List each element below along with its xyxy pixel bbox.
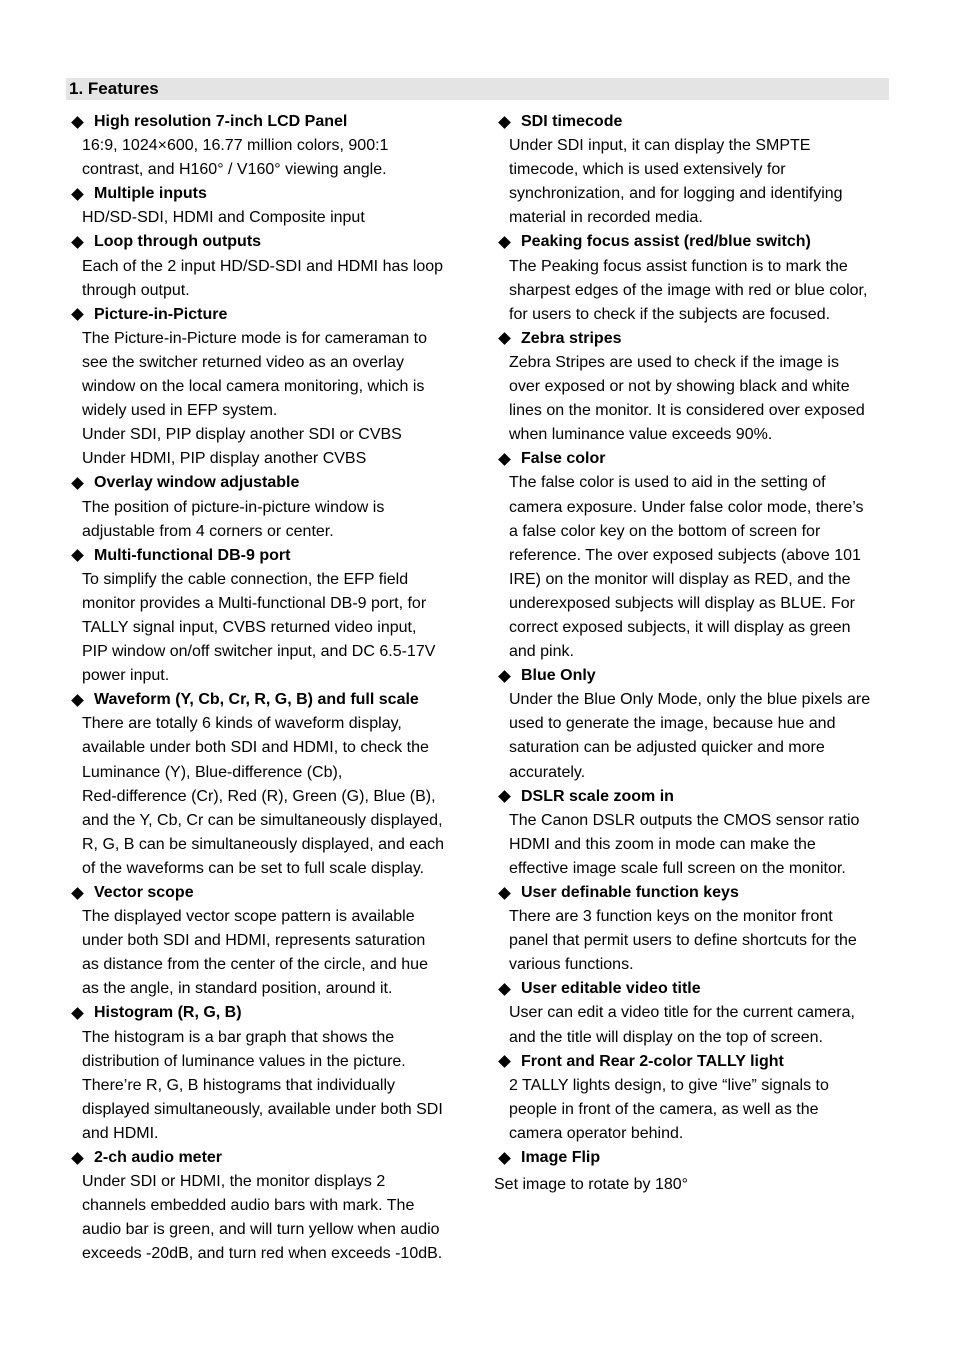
feature-description <box>493 255 891 327</box>
feature-description <box>66 496 466 544</box>
feature-item <box>66 303 466 472</box>
feature-description-line: IRE) on the monitor will display as RED, and the <box>509 570 851 588</box>
section-title: 1. Features <box>69 79 159 98</box>
feature-title <box>66 471 466 495</box>
diamond-bullet-icon <box>498 1056 510 1068</box>
feature-description <box>493 1001 891 1049</box>
section-header <box>66 78 889 100</box>
feature-title-text: Peaking focus assist (red/blue switch) <box>521 233 811 251</box>
feature-description-line: monitor provides a Multi-functional DB-9 port, for <box>82 594 427 612</box>
feature-description <box>66 134 466 182</box>
diamond-bullet-icon <box>71 694 83 706</box>
features-right-list <box>493 110 891 1170</box>
feature-description-line: when luminance value exceeds 90%. <box>509 426 773 444</box>
feature-description-line: 2 TALLY lights design, to give “live” signals to <box>509 1076 829 1094</box>
feature-description-line: The Peaking focus assist function is to mark the <box>509 257 848 275</box>
feature-description <box>493 905 891 977</box>
feature-description <box>66 255 466 303</box>
feature-item <box>66 471 466 543</box>
feature-title-text: User definable function keys <box>521 884 739 901</box>
features-left-column <box>66 110 466 1267</box>
feature-description-line: panel that permit users to define shortcuts for the <box>509 932 857 950</box>
diamond-bullet-icon <box>71 477 83 489</box>
feature-title-text: Multi-functional DB-9 port <box>94 546 291 564</box>
feature-description-line: PIP window on/off switcher input, and DC 6.5-17V <box>82 643 436 661</box>
diamond-bullet-icon <box>71 887 83 899</box>
feature-title-text: User editable video title <box>521 980 701 998</box>
feature-description-line: There’re R, G, B histograms that individually <box>82 1076 396 1094</box>
feature-description-line: over exposed or not by showing black and white <box>509 378 850 396</box>
feature-description <box>493 134 891 230</box>
feature-description-line: of the waveforms can be set to full scale display. <box>82 859 425 877</box>
feature-title-text: False color <box>521 450 606 468</box>
feature-title-text: High resolution 7-inch LCD Panel <box>94 113 348 130</box>
diamond-bullet-icon <box>71 188 83 200</box>
feature-description-line: saturation can be adjusted quicker and more <box>509 739 825 757</box>
feature-item <box>493 230 891 326</box>
feature-description-line: camera operator behind. <box>509 1124 684 1142</box>
feature-description-line: The displayed vector scope pattern is available <box>82 908 415 926</box>
feature-title <box>66 230 466 254</box>
feature-description-line: To simplify the cable connection, the EFP field <box>82 570 409 588</box>
feature-description-line: sharpest edges of the image with red or blue color, <box>509 281 868 299</box>
feature-description-line: Under SDI or HDMI, the monitor displays 2 <box>82 1173 386 1191</box>
feature-description-line: Under the Blue Only Mode, only the blue pixels are <box>509 691 871 709</box>
diamond-bullet-icon <box>71 1008 83 1020</box>
feature-item <box>66 1001 466 1146</box>
feature-description-line: exceeds -20dB, and turn red when exceeds -10dB. <box>82 1245 443 1263</box>
diamond-bullet-icon <box>498 116 510 128</box>
diamond-bullet-icon <box>71 237 83 249</box>
feature-item <box>493 327 891 447</box>
diamond-bullet-icon <box>71 1152 83 1164</box>
features-right-column <box>493 110 891 1213</box>
diamond-bullet-icon <box>498 887 510 899</box>
feature-title <box>493 230 891 254</box>
feature-title-text: Zebra stripes <box>521 329 622 347</box>
feature-item <box>66 230 466 302</box>
feature-description-line: The Picture-in-Picture mode is for cameraman to <box>82 329 428 347</box>
feature-title <box>66 688 466 712</box>
feature-description-line: material in recorded media. <box>509 209 703 227</box>
feature-description-line: Under SDI, PIP display another SDI or CVBS <box>82 426 402 444</box>
diamond-bullet-icon <box>498 453 510 465</box>
feature-description-line: people in front of the camera, as well as the <box>509 1100 819 1118</box>
feature-description-line: adjustable from 4 corners or center. <box>82 522 334 540</box>
feature-description-line: various functions. <box>509 956 634 974</box>
feature-description-line: as distance from the center of the circle, and hue <box>82 956 428 974</box>
feature-description-line: HD/SD-SDI, HDMI and Composite input <box>82 209 365 227</box>
feature-title-text: Waveform (Y, Cb, Cr, R, G, B) and full scale <box>94 691 419 709</box>
feature-description-line: through output. <box>82 281 190 299</box>
feature-title <box>493 110 891 134</box>
feature-item <box>66 881 466 1001</box>
feature-title-text: Blue Only <box>521 667 596 685</box>
diamond-bullet-icon <box>498 333 510 345</box>
feature-description <box>66 1026 466 1146</box>
feature-description-line: distribution of luminance values in the picture. <box>82 1052 406 1070</box>
feature-title <box>493 1050 891 1074</box>
diamond-bullet-icon <box>71 116 83 128</box>
feature-description-line: power input. <box>82 667 170 685</box>
feature-item <box>493 1050 891 1146</box>
feature-description-line: timecode, which is used extensively for <box>509 161 786 179</box>
feature-description-line: TALLY signal input, CVBS returned video input, <box>82 618 417 636</box>
feature-title <box>66 544 466 568</box>
feature-title-text: Front and Rear 2-color TALLY light <box>521 1052 784 1070</box>
feature-title-text: 2-ch audio meter <box>94 1149 223 1167</box>
feature-description-line: used to generate the image, because hue and <box>509 715 836 733</box>
feature-description <box>66 206 466 230</box>
feature-description-line: contrast, and H160° / V160° viewing angle. <box>82 161 387 179</box>
feature-description <box>493 1074 891 1146</box>
feature-description-line: as the angle, in standard position, around it. <box>82 980 393 998</box>
feature-description-line: audio bar is green, and will turn yellow when audio <box>82 1221 440 1239</box>
feature-item <box>493 110 891 230</box>
feature-title <box>493 977 891 1001</box>
feature-description-line: underexposed subjects will display as BLUE. For <box>509 594 855 612</box>
feature-description-line: User can edit a video title for the current camera, <box>509 1004 855 1022</box>
feature-description-line: Under HDMI, PIP display another CVBS <box>82 450 367 468</box>
feature-title-text: Overlay window adjustable <box>94 474 300 492</box>
feature-description-line: There are 3 function keys on the monitor front <box>509 908 833 926</box>
feature-description-line: a false color key on the bottom of screen for <box>509 522 821 540</box>
feature-description-line: Luminance (Y), Blue-difference (Cb), <box>82 763 343 781</box>
feature-title-text: Image Flip <box>521 1149 601 1167</box>
feature-title <box>66 110 466 134</box>
feature-description-line: HDMI and this zoom in mode can make the <box>509 835 816 853</box>
feature-description-line: and the title will display on the top of screen. <box>509 1028 823 1046</box>
diamond-bullet-icon <box>71 309 83 321</box>
feature-description <box>66 712 466 881</box>
feature-description-line: 16:9, 1024×600, 16.77 million colors, 900:1 <box>82 137 389 155</box>
feature-title <box>66 303 466 327</box>
diamond-bullet-icon <box>498 1152 510 1164</box>
feature-item <box>493 785 891 881</box>
diamond-bullet-icon <box>498 791 510 803</box>
feature-description-line: Under SDI input, it can display the SMPTE <box>509 137 811 155</box>
feature-description-line: channels embedded audio bars with mark. The <box>82 1197 415 1215</box>
feature-title-text: Loop through outputs <box>94 233 262 251</box>
feature-title <box>66 1146 466 1170</box>
feature-description-line: see the switcher returned video as an overlay <box>82 353 404 371</box>
feature-title <box>493 664 891 688</box>
feature-description-line: reference. The over exposed subjects (above 101 <box>509 546 861 564</box>
feature-description-line: correct exposed subjects, it will display as green <box>509 618 851 636</box>
feature-title-text: DSLR scale zoom in <box>521 787 674 805</box>
feature-title <box>493 785 891 809</box>
feature-description-line: Each of the 2 input HD/SD-SDI and HDMI has loop <box>82 257 444 275</box>
feature-description-line: The Canon DSLR outputs the CMOS sensor ratio <box>509 811 860 829</box>
feature-title <box>66 1001 466 1025</box>
feature-description <box>66 1170 466 1266</box>
feature-description-line: There are totally 6 kinds of waveform display, <box>82 715 402 733</box>
feature-description-line: R, G, B can be simultaneously displayed, and each <box>82 835 444 853</box>
feature-title-text: Picture-in-Picture <box>94 305 228 323</box>
feature-description-line: accurately. <box>509 763 586 781</box>
feature-title <box>66 182 466 206</box>
feature-title <box>66 881 466 905</box>
feature-title-text: Vector scope <box>94 884 194 901</box>
feature-description-line: Red-difference (Cr), Red (R), Green (G), Blue (B), <box>82 787 436 805</box>
diamond-bullet-icon <box>498 237 510 249</box>
feature-description <box>66 905 466 1001</box>
feature-title-text: Histogram (R, G, B) <box>94 1004 242 1022</box>
diamond-bullet-icon <box>71 550 83 562</box>
feature-item <box>66 1146 466 1266</box>
feature-description-line: available under both SDI and HDMI, to check the <box>82 739 429 757</box>
feature-item <box>66 544 466 689</box>
feature-description-line: displayed simultaneously, available under both SDI <box>82 1100 443 1118</box>
feature-item <box>493 1146 891 1170</box>
feature-description <box>493 809 891 881</box>
feature-description-line: widely used in EFP system. <box>82 402 278 420</box>
feature-description-line: The histogram is a bar graph that shows the <box>82 1028 395 1046</box>
feature-description-line: camera exposure. Under false color mode, there’s <box>509 498 864 516</box>
image-flip-description: Set image to rotate by 180° <box>494 1176 689 1194</box>
feature-title <box>493 447 891 471</box>
feature-title-text: Multiple inputs <box>94 185 207 203</box>
feature-description-line: for users to check if the subjects are focused. <box>509 305 831 323</box>
feature-title <box>493 327 891 351</box>
feature-title <box>493 881 891 905</box>
feature-description-line: and HDMI. <box>82 1124 159 1142</box>
feature-description-line: Zebra Stripes are used to check if the image is <box>509 353 839 371</box>
feature-item <box>493 977 891 1049</box>
diamond-bullet-icon <box>498 670 510 682</box>
feature-description-line: and pink. <box>509 643 574 661</box>
feature-title <box>493 1146 891 1170</box>
feature-description-line: and the Y, Cb, Cr can be simultaneously displayed, <box>82 811 443 829</box>
feature-item <box>66 110 466 182</box>
feature-description-line: The false color is used to aid in the setting of <box>509 474 826 492</box>
feature-description-line: The position of picture-in-picture window is <box>82 498 385 516</box>
feature-description-line: under both SDI and HDMI, represents saturation <box>82 932 426 950</box>
feature-description-line: effective image scale full screen on the monitor. <box>509 859 846 877</box>
feature-item <box>66 182 466 230</box>
feature-description <box>493 688 891 784</box>
feature-item <box>493 881 891 977</box>
feature-item <box>493 664 891 784</box>
feature-description <box>493 471 891 664</box>
feature-description-line: synchronization, and for logging and identifying <box>509 185 843 203</box>
feature-description-line: lines on the monitor. It is considered over exposed <box>509 402 865 420</box>
feature-description <box>493 351 891 447</box>
feature-description <box>66 327 466 472</box>
diamond-bullet-icon <box>498 983 510 995</box>
feature-item <box>66 688 466 881</box>
feature-item <box>493 447 891 664</box>
feature-description-line: window on the local camera monitoring, which is <box>82 378 425 396</box>
feature-description <box>66 568 466 688</box>
feature-title-text: SDI timecode <box>521 113 623 130</box>
